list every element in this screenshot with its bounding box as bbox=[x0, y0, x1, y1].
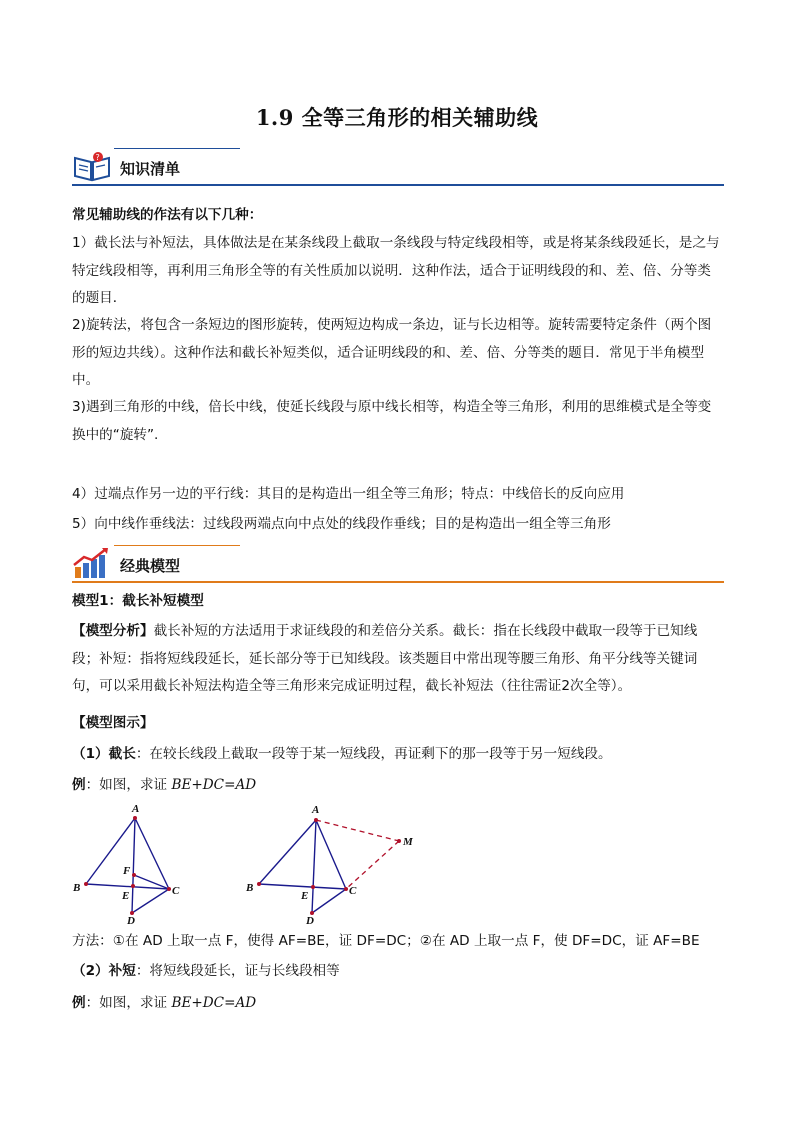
section-header-models bbox=[72, 545, 724, 583]
point-label-E: E bbox=[122, 890, 130, 902]
point-label-B: B bbox=[73, 882, 81, 894]
point-label-B: B bbox=[246, 882, 254, 894]
point-label-A: A bbox=[132, 803, 140, 815]
knowledge-item-4: 4）过端点作另一边的平行线：其目的是构造出一组全等三角形；特点：中线倍长的反向应用 bbox=[72, 486, 625, 502]
analysis-tag: 【模型分析】 bbox=[72, 623, 154, 639]
point-label-M: M bbox=[403, 836, 413, 848]
point-label-A: A bbox=[312, 804, 320, 816]
method-rest: AD 上取一点 F，使得 AF=BE，证 DF=DC；②在 AD 上取一点 F，使 DF=DC，证 AF=BE bbox=[142, 933, 700, 949]
supplement-line bbox=[72, 958, 724, 986]
method-line bbox=[72, 928, 724, 956]
section-rule bbox=[72, 581, 724, 583]
point-label-F: F bbox=[123, 865, 131, 877]
analysis-text: 截长补短的方法适用于求证线段的和差倍分关系。截长：指在长线段中截取一段等于已知线段；补短：指将短线段延长，延长部分等于已知线段。该类题目中常出现等腰三角形、角平分线等关键词句，可以采用截长补短法构造全等三角形来完成证明过程，截长补短法（往往需证2次全等）。 bbox=[72, 623, 698, 694]
point-label-D: D bbox=[306, 915, 314, 927]
section-topline bbox=[114, 545, 240, 546]
example-tag: 例 bbox=[72, 777, 86, 793]
knowledge-item-5: 5）向中线作垂线法：过线段两端点向中点处的线段作垂线；目的是构造出一组全等三角形 bbox=[72, 516, 611, 532]
bar-chart-icon bbox=[72, 547, 112, 579]
point-label-E: E bbox=[301, 890, 309, 902]
knowledge-item-2: 2)旋转法，将包含一条短边的图形旋转，使两短边构成一条边，证与长边相等。旋转需要特定条件（两个图形的短边共线）。这种作法和截长补短类似，适合证明线段的和、差、倍、分等类的题目．常见于半角模型中。 bbox=[72, 317, 712, 388]
point-label-C: C bbox=[349, 885, 357, 897]
knowledge-heading: 常见辅助线的作法有以下几种： bbox=[72, 207, 263, 223]
section-header-knowledge bbox=[72, 148, 724, 186]
diagram-tag: 【模型图示】 bbox=[72, 715, 154, 731]
method-prefix: 方法：①在 bbox=[72, 933, 143, 949]
figure-cut-left bbox=[72, 800, 202, 928]
book-icon bbox=[72, 150, 112, 182]
example2-equation: BE+DC=AD bbox=[171, 995, 257, 1011]
knowledge-item-1: 1）截长法与补短法，具体做法是在某条线段上截取一条线段与特定线段相等，或是将某条线段延长，是之与特定线段相等，再利用三角形全等的有关性质加以说明．这种作法，适合于证明线段的和、差、倍、分等类的题目． bbox=[72, 235, 720, 306]
section-rule bbox=[72, 184, 724, 186]
point-label-D: D bbox=[127, 915, 135, 927]
model1-analysis bbox=[72, 618, 724, 701]
example2-tag: 例 bbox=[72, 995, 86, 1011]
point-label-C: C bbox=[172, 885, 180, 897]
cut-text: ：在较长线段上截取一段等于某一短线段，再证剩下的那一段等于另一短线段。 bbox=[135, 746, 612, 762]
supplement-text: ：将短线段延长，证与长线段相等 bbox=[135, 963, 340, 979]
page-title: 1.9 全等三角形的相关辅助线 bbox=[255, 105, 539, 130]
svg-text:?: ? bbox=[95, 153, 100, 162]
section-title-models: 经典模型 bbox=[120, 557, 181, 575]
cut-tag: （1）截长 bbox=[72, 746, 136, 762]
example2-text: ：如图，求证 bbox=[85, 995, 172, 1011]
example-equation: BE+DC=AD bbox=[171, 777, 257, 793]
knowledge-item-3: 3)遇到三角形的中线，倍长中线，使延长线段与原中线长相等，构造全等三角形，利用的思维模式是全等变换中的“旋转”. bbox=[72, 399, 712, 443]
supplement-tag: （2）补短 bbox=[72, 963, 136, 979]
section-topline bbox=[114, 148, 240, 149]
example-line bbox=[72, 772, 724, 800]
cut-line bbox=[72, 741, 724, 769]
figure-cut-right bbox=[245, 800, 425, 928]
example2-line bbox=[72, 990, 724, 1018]
model1-heading: 模型1：截长补短模型 bbox=[72, 593, 204, 609]
section-title-knowledge: 知识清单 bbox=[120, 160, 181, 178]
example-text: ：如图，求证 bbox=[85, 777, 172, 793]
